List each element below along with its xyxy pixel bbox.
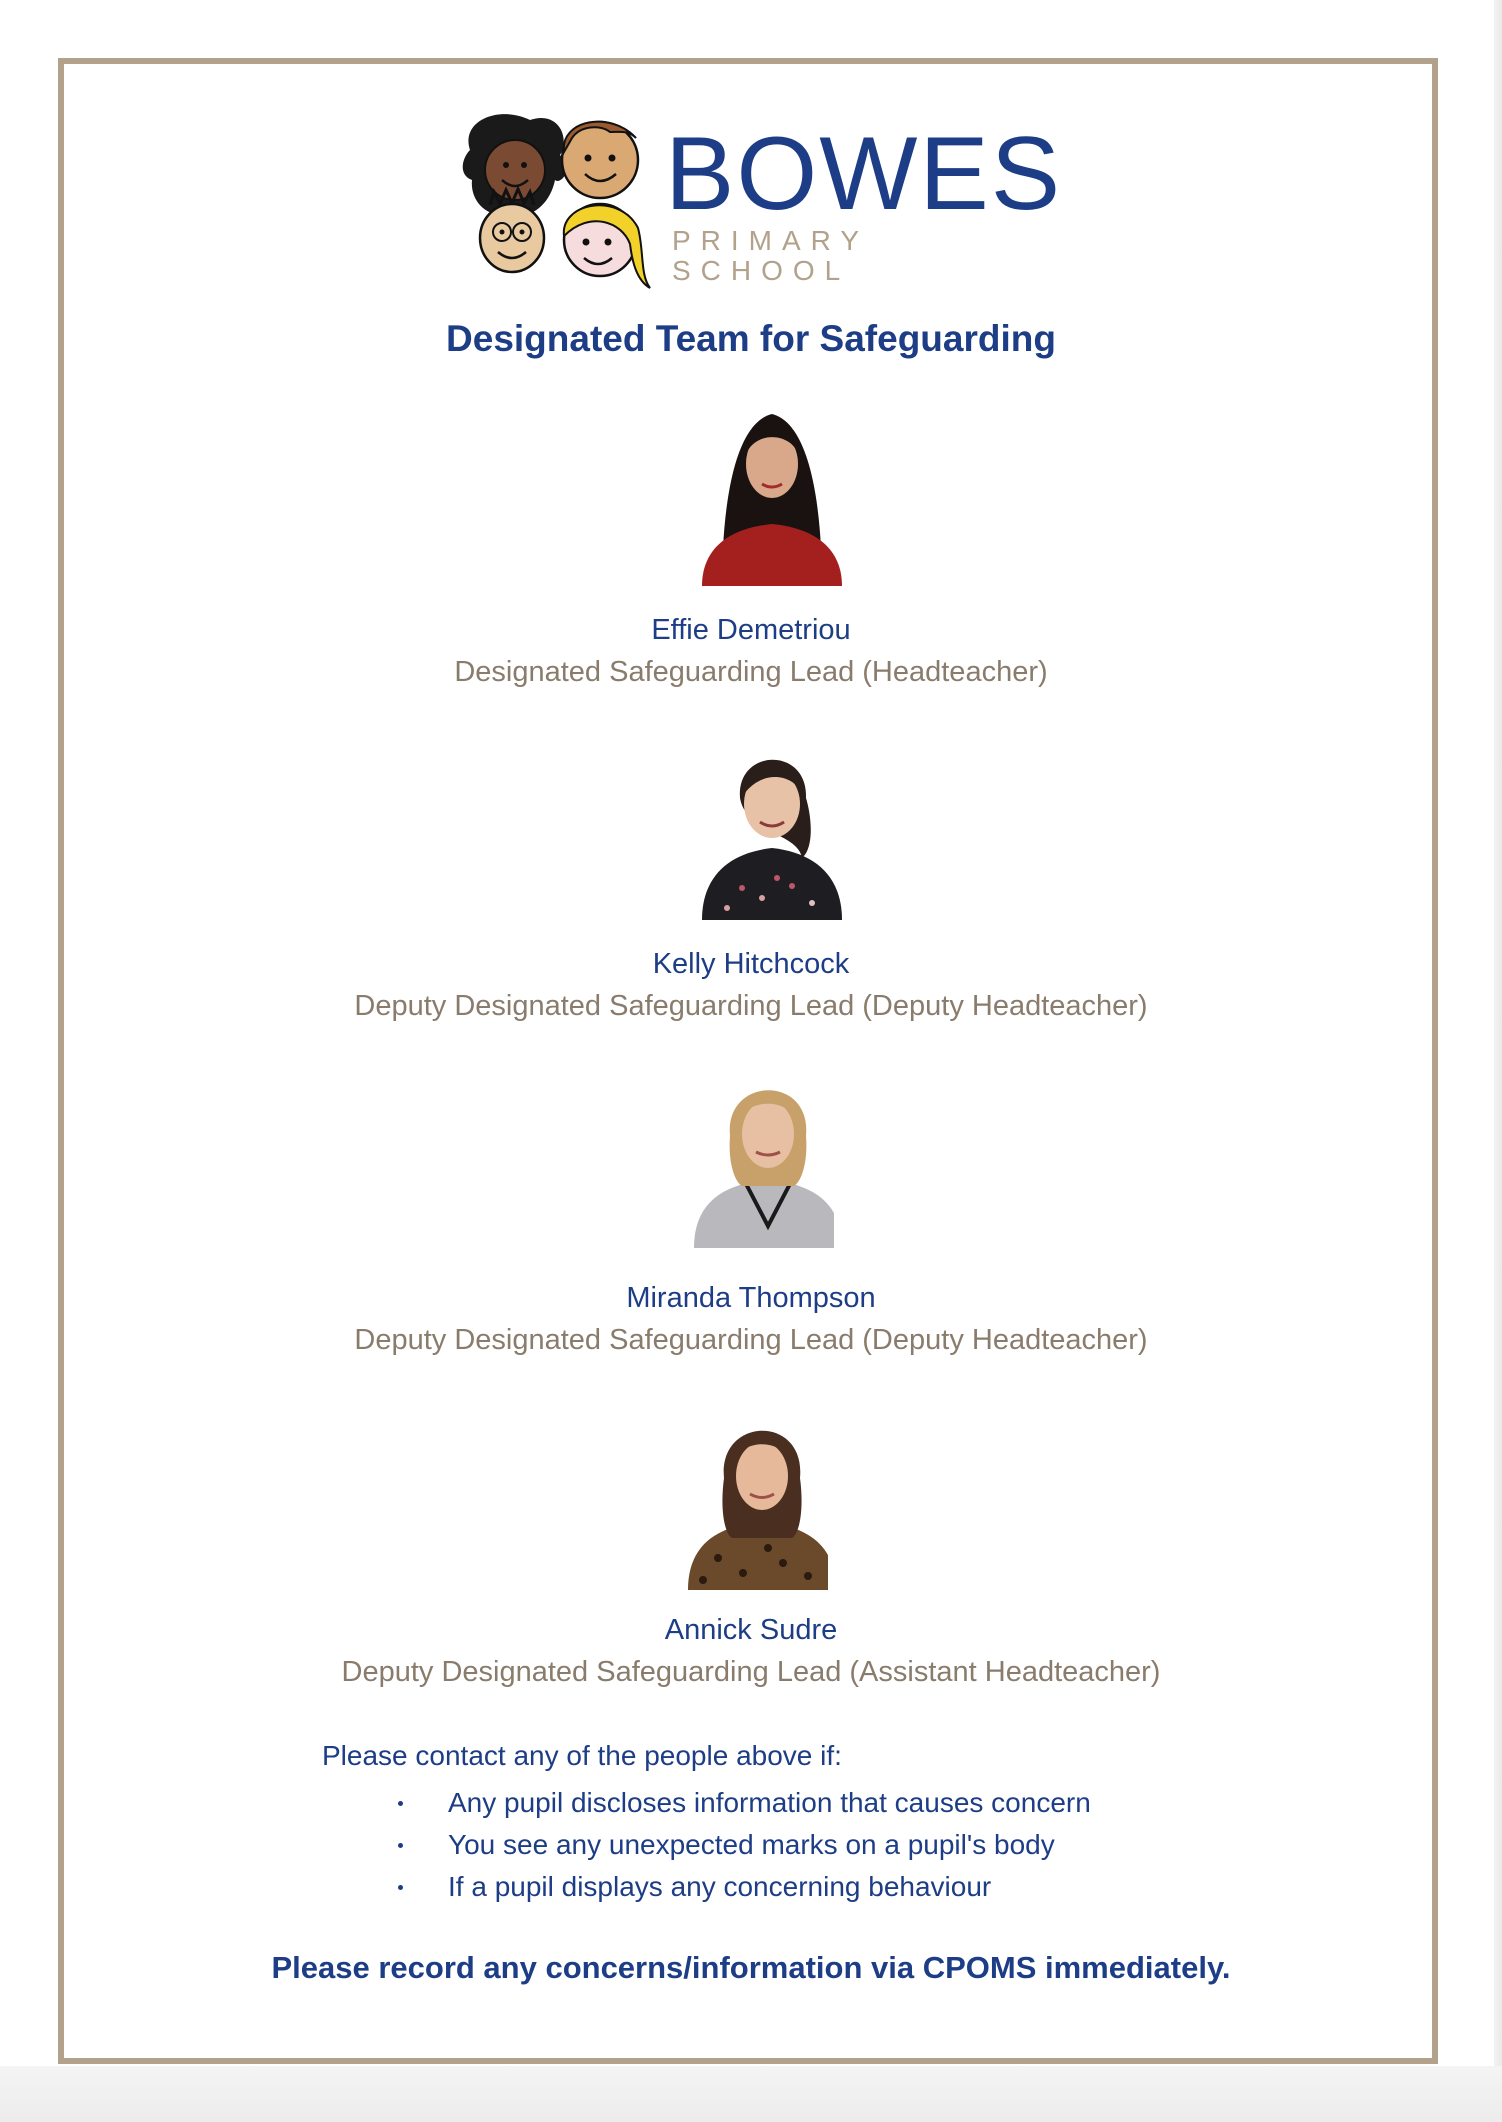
person-role: Deputy Designated Safeguarding Lead (Assistant Headteacher) (341, 1656, 1161, 1688)
person-role: Designated Safeguarding Lead (Headteacher) (454, 656, 1048, 688)
list-item (398, 1824, 1091, 1866)
person-photo (702, 728, 842, 920)
person-name: Annick Sudre (664, 1614, 838, 1646)
list-item-text: You see any unexpected marks on a pupil's body (448, 1829, 1055, 1860)
person-name: Kelly Hitchcock (652, 948, 850, 980)
bullet-icon (398, 1801, 403, 1806)
logo-subtitle: PRIMARY SCHOOL (672, 225, 869, 286)
concern-list (398, 1782, 1091, 1908)
list-item (398, 1866, 1091, 1908)
contact-intro: Please contact any of the people above if: (322, 1740, 842, 1771)
page-title: Designated Team for Safeguarding (446, 318, 1056, 359)
face-icon-3 (480, 189, 544, 272)
face-icon-2 (562, 122, 638, 198)
scroll-edge (1494, 0, 1502, 2066)
logo-wordmark: BOWES (665, 116, 1063, 232)
person-photo (702, 394, 842, 586)
person-photo (688, 1398, 828, 1590)
children-faces-icon (460, 110, 660, 290)
list-item-text: If a pupil displays any concerning behaviour (448, 1871, 992, 1902)
person-role: Deputy Designated Safeguarding Lead (Deputy Headteacher) (354, 1324, 1148, 1356)
person-name: Effie Demetriou (651, 614, 851, 646)
school-logo (460, 110, 1063, 290)
window-bottom-bar (0, 2066, 1502, 2122)
list-item-text: Any pupil discloses information that causes concern (448, 1787, 1091, 1818)
list-item (398, 1782, 1091, 1824)
person-role: Deputy Designated Safeguarding Lead (Deputy Headteacher) (354, 990, 1148, 1022)
bullet-icon (398, 1885, 403, 1890)
footer-instruction: Please record any concerns/information via CPOMS immediately. (271, 1950, 1231, 1985)
face-icon-4 (564, 204, 650, 288)
person-name: Miranda Thompson (626, 1282, 876, 1314)
bullet-icon (398, 1843, 403, 1848)
person-photo (694, 1056, 834, 1248)
